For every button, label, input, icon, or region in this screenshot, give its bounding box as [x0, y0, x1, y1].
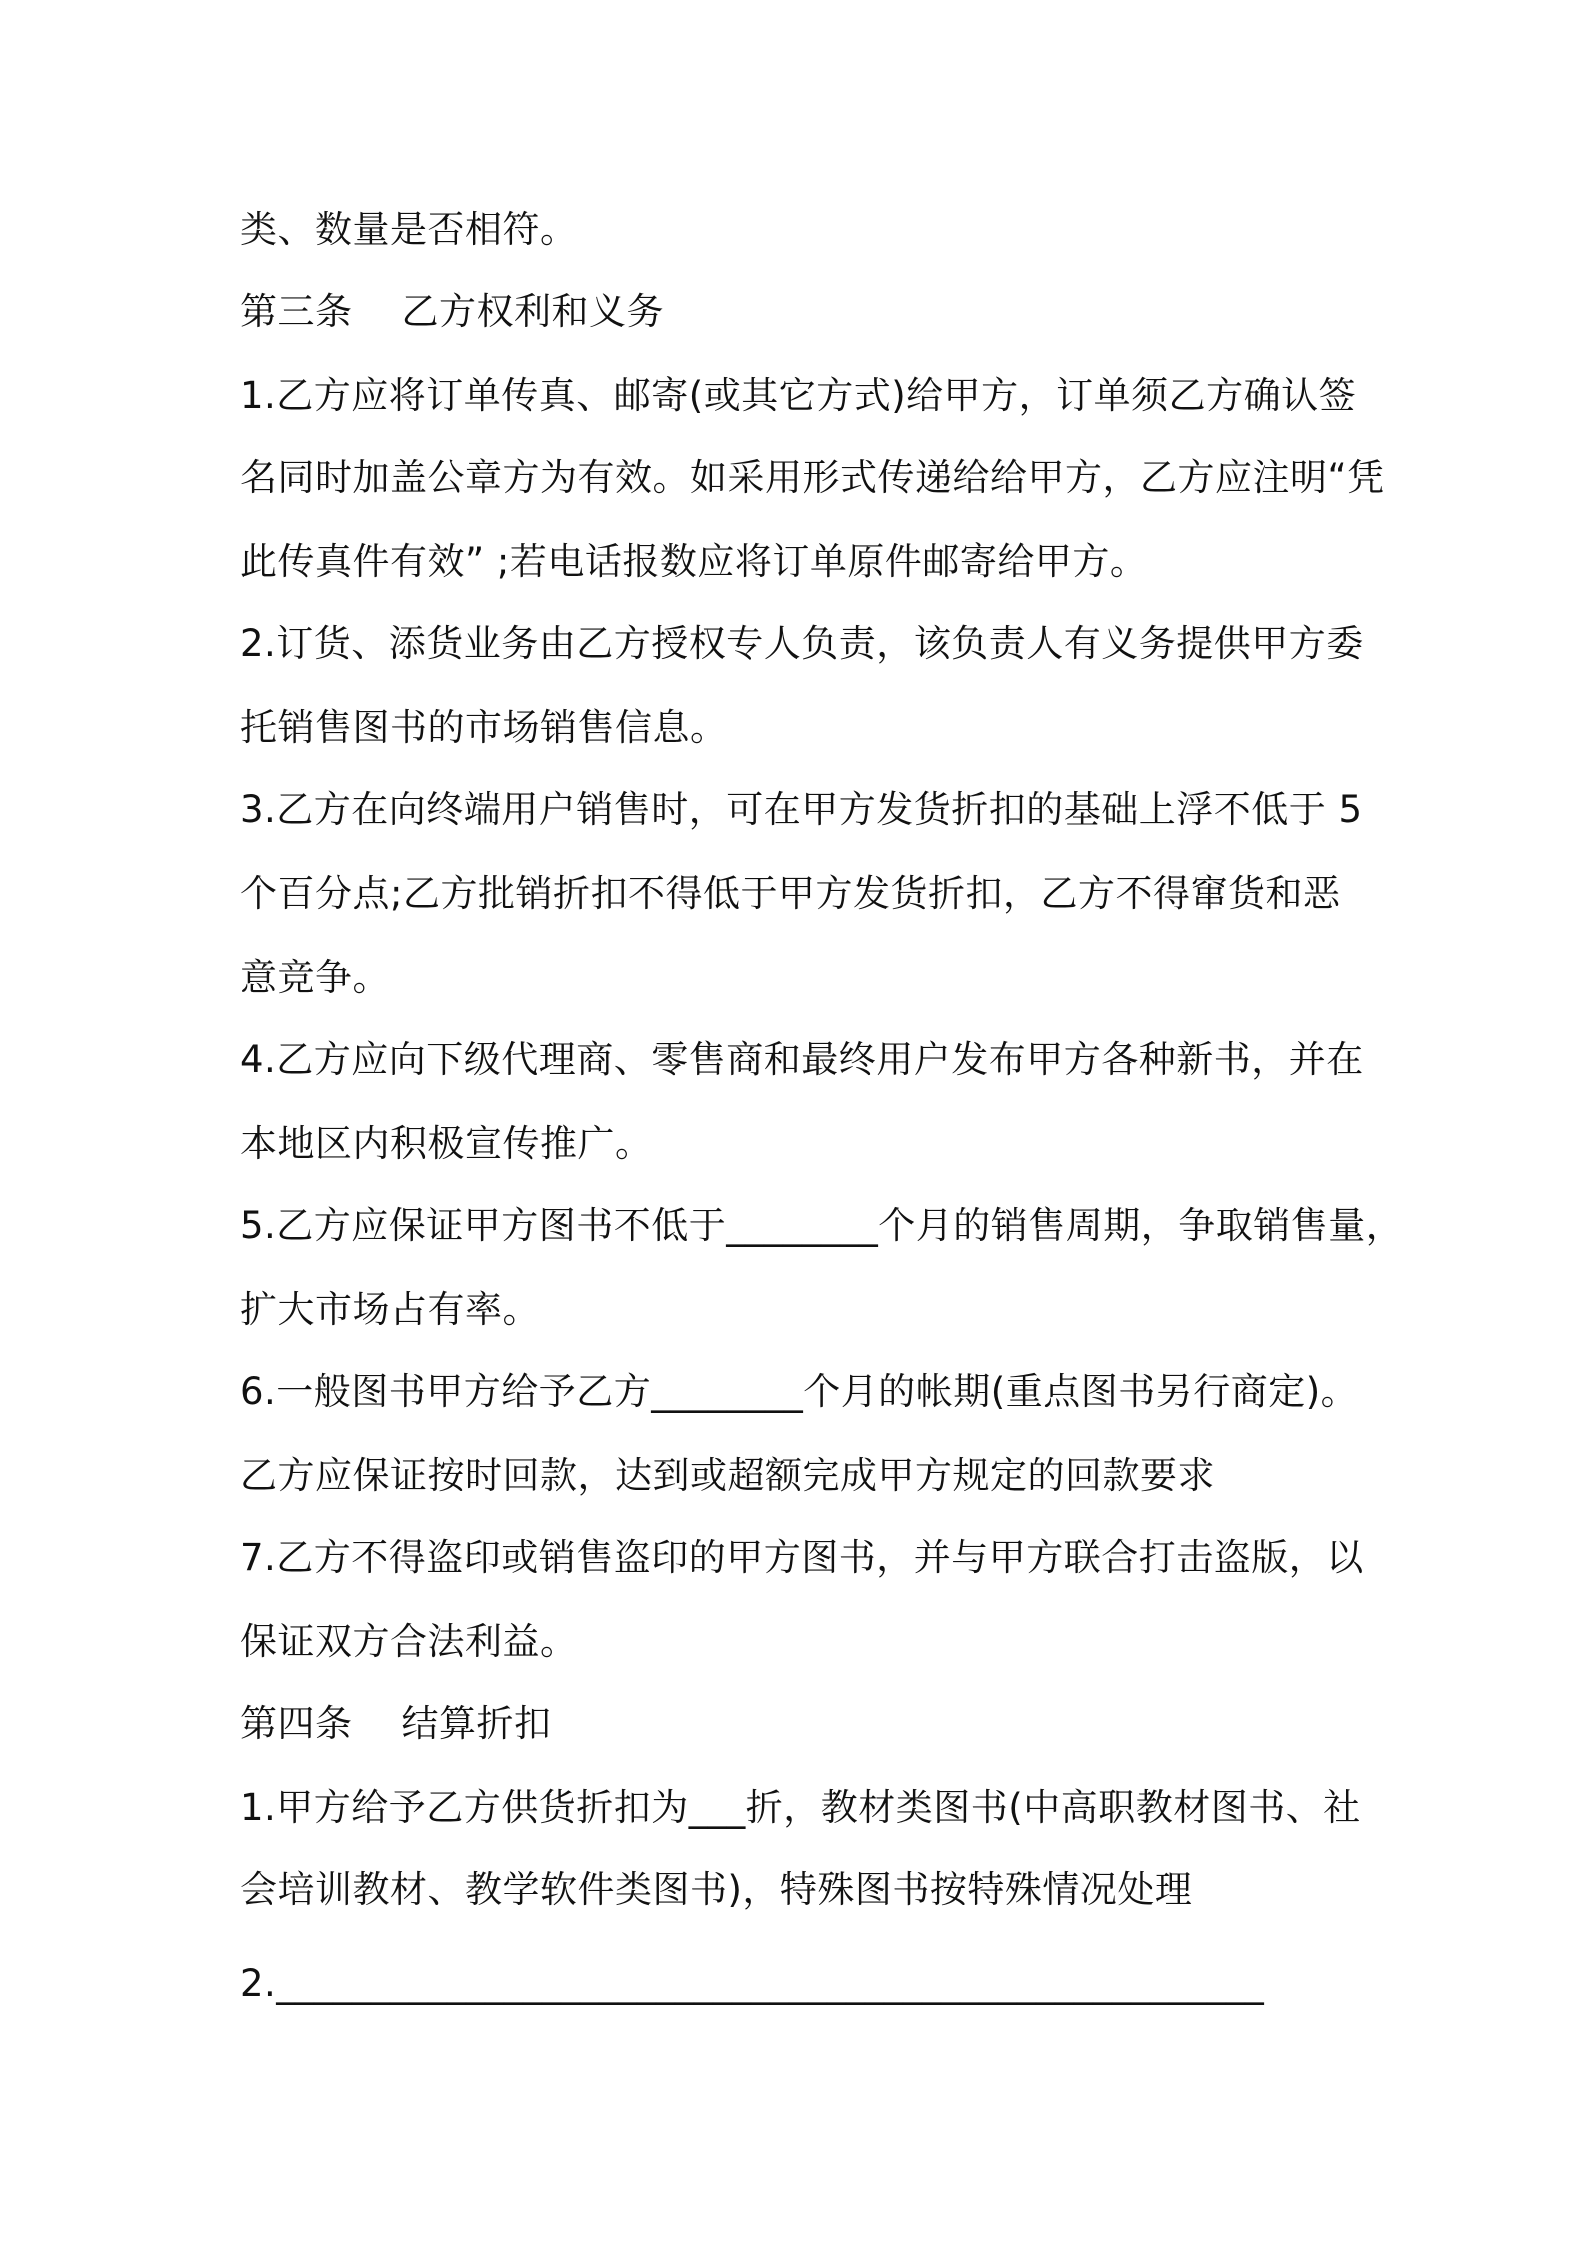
text-line: 乙方应保证按时回款，达到或超额完成甲方规定的回款要求	[240, 1454, 1215, 1497]
text-line: 1.乙方应将订单传真、邮寄(或其它方式)给甲方，订单须乙方确认签	[240, 374, 1357, 417]
text-line: 会培训教材、教学软件类图书)，特殊图书按特殊情况处理	[240, 1868, 1193, 1911]
text-line: 4.乙方应向下级代理商、零售商和最终用户发布甲方各种新书，并在	[240, 1038, 1364, 1081]
text-line: 2.____________________________________________________	[240, 1962, 1265, 2005]
text-line: 意竞争。	[240, 956, 390, 999]
text-line: 本地区内积极宣传推广。	[240, 1122, 653, 1165]
section-heading: 第四条 结算折扣	[240, 1702, 552, 1745]
section-heading: 第三条 乙方权利和义务	[240, 290, 665, 333]
text-line: 7.乙方不得盗印或销售盗印的甲方图书，并与甲方联合打击盗版，以	[240, 1536, 1364, 1579]
text-line: 3.乙方在向终端用户销售时，可在甲方发货折扣的基础上浮不低于 5	[240, 788, 1363, 831]
text-line: 2.订货、添货业务由乙方授权专人负责，该负责人有义务提供甲方委	[240, 622, 1364, 665]
text-line: 1.甲方给予乙方供货折扣为___折，教材类图书(中高职教材图书、社	[240, 1786, 1361, 1829]
text-line: 此传真件有效” ;若电话报数应将订单原件邮寄给甲方。	[240, 540, 1148, 583]
text-line: 个百分点;乙方批销折扣不得低于甲方发货折扣，乙方不得窜货和恶	[240, 872, 1341, 915]
text-line: 名同时加盖公章方为有效。如采用形式传递给给甲方，乙方应注明“凭	[240, 456, 1385, 499]
text-line: 托销售图书的市场销售信息。	[240, 706, 728, 749]
text-line: 5.乙方应保证甲方图书不低于________个月的销售周期，争取销售量，	[240, 1204, 1404, 1247]
text-line: 扩大市场占有率。	[240, 1288, 540, 1331]
text-line: 保证双方合法利益。	[240, 1620, 578, 1663]
text-line: 6.一般图书甲方给予乙方________个月的帐期(重点图书另行商定)。	[240, 1370, 1359, 1413]
text-line: 类、数量是否相符。	[240, 208, 578, 251]
